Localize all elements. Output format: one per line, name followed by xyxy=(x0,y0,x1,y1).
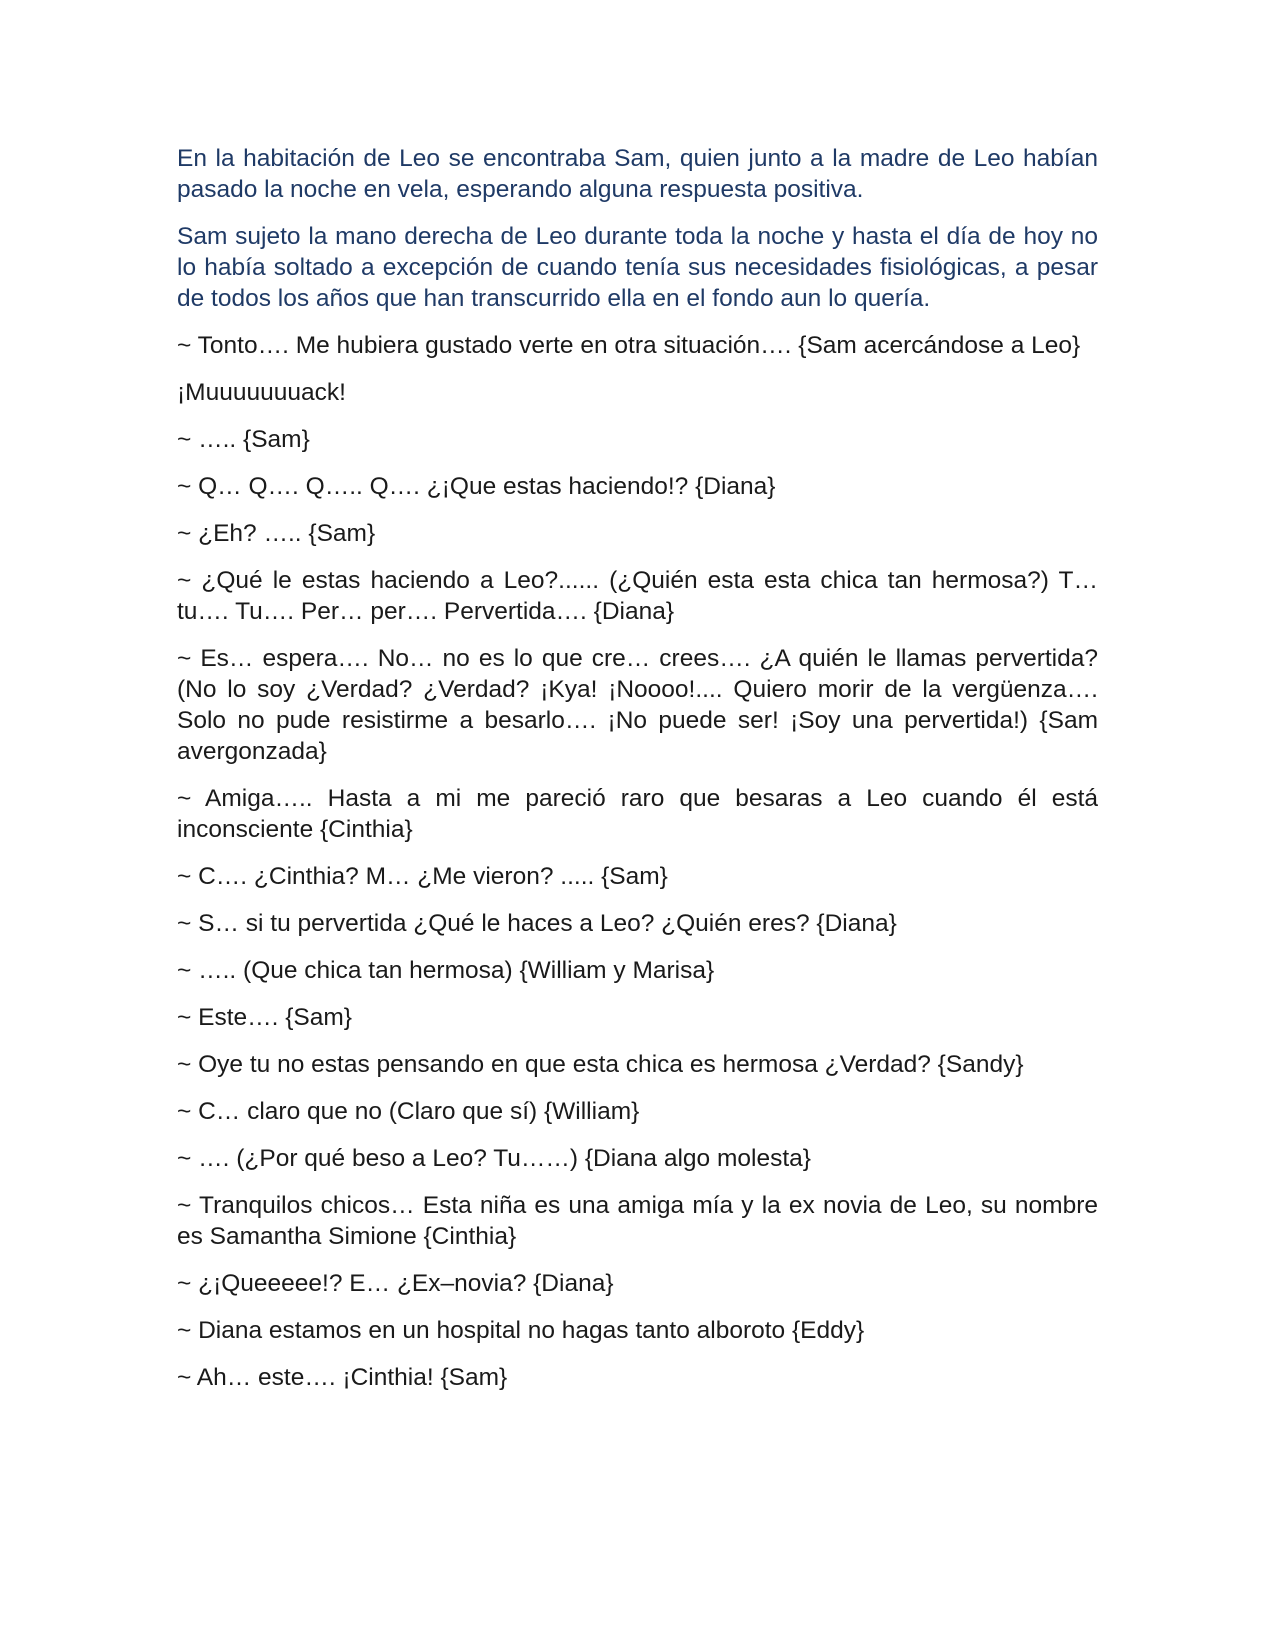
dialogue-line: ~ Amiga….. Hasta a mi me pareció raro que besaras a Leo cuando él está inconsciente {Cinthia} xyxy=(177,785,1098,843)
dialogue-line: ~ Oye tu no estas pensando en que esta chica es hermosa ¿Verdad? {Sandy} xyxy=(177,1051,1024,1078)
dialogue-line: ~ S… si tu pervertida ¿Qué le haces a Leo? ¿Quién eres? {Diana} xyxy=(177,910,897,937)
dialogue-line: ~ ….. (Que chica tan hermosa) {William y Marisa} xyxy=(177,957,715,984)
dialogue-line: ~ Q… Q…. Q….. Q…. ¿¡Que estas haciendo!? {Diana} xyxy=(177,473,776,500)
dialogue-line: ~ C… claro que no (Claro que sí) {William} xyxy=(177,1098,640,1125)
dialogue-line: ~ Tonto…. Me hubiera gustado verte en otra situación…. {Sam acercándose a Leo} xyxy=(177,332,1081,359)
dialogue-line: ~ Es… espera…. No… no es lo que cre… crees…. ¿A quién le llamas pervertida? (No lo soy ¿Verdad? ¿Verdad? ¡Kya! ¡Noooo!.... Quiero morir de la vergüenza…. Solo no pude resistirme a besarlo…. ¡No puede ser! ¡Soy una pervertida!) {Sam avergonzada} xyxy=(177,645,1098,765)
dialogue-line: ~ Ah… este…. ¡Cinthia! {Sam} xyxy=(177,1364,508,1391)
dialogue-line: ~ ¿Eh? ….. {Sam} xyxy=(177,520,376,547)
document-page xyxy=(177,143,1098,1409)
dialogue-line: ~ Tranquilos chicos… Esta niña es una amiga mía y la ex novia de Leo, su nombre es Samantha Simione {Cinthia} xyxy=(177,1192,1098,1250)
dialogue-line: ~ ¿Qué le estas haciendo a Leo?...... (¿Quién esta esta chica tan hermosa?) T… tu…. Tu…. Per… per…. Pervertida…. {Diana} xyxy=(177,567,1098,625)
dialogue-line: ~ ….. {Sam} xyxy=(177,426,310,453)
narration-paragraph: Sam sujeto la mano derecha de Leo durante toda la noche y hasta el día de hoy no lo había soltado a excepción de cuando tenía sus necesidades fisiológicas, a pesar de todos los años que han transcurrido ella en el fondo aun lo quería. xyxy=(177,223,1098,312)
dialogue-line: ~ C…. ¿Cinthia? M… ¿Me vieron? ..... {Sam} xyxy=(177,863,668,890)
narration-paragraph: En la habitación de Leo se encontraba Sam, quien junto a la madre de Leo habían pasado la noche en vela, esperando alguna respuesta positiva. xyxy=(177,145,1098,203)
dialogue-line: ~ ¿¡Queeeee!? E… ¿Ex–novia? {Diana} xyxy=(177,1270,614,1297)
dialogue-line: ¡Muuuuuuuack! xyxy=(177,379,346,406)
dialogue-line: ~ …. (¿Por qué beso a Leo? Tu……) {Diana algo molesta} xyxy=(177,1145,811,1172)
dialogue-line: ~ Este…. {Sam} xyxy=(177,1004,352,1031)
dialogue-line: ~ Diana estamos en un hospital no hagas tanto alboroto {Eddy} xyxy=(177,1317,865,1344)
